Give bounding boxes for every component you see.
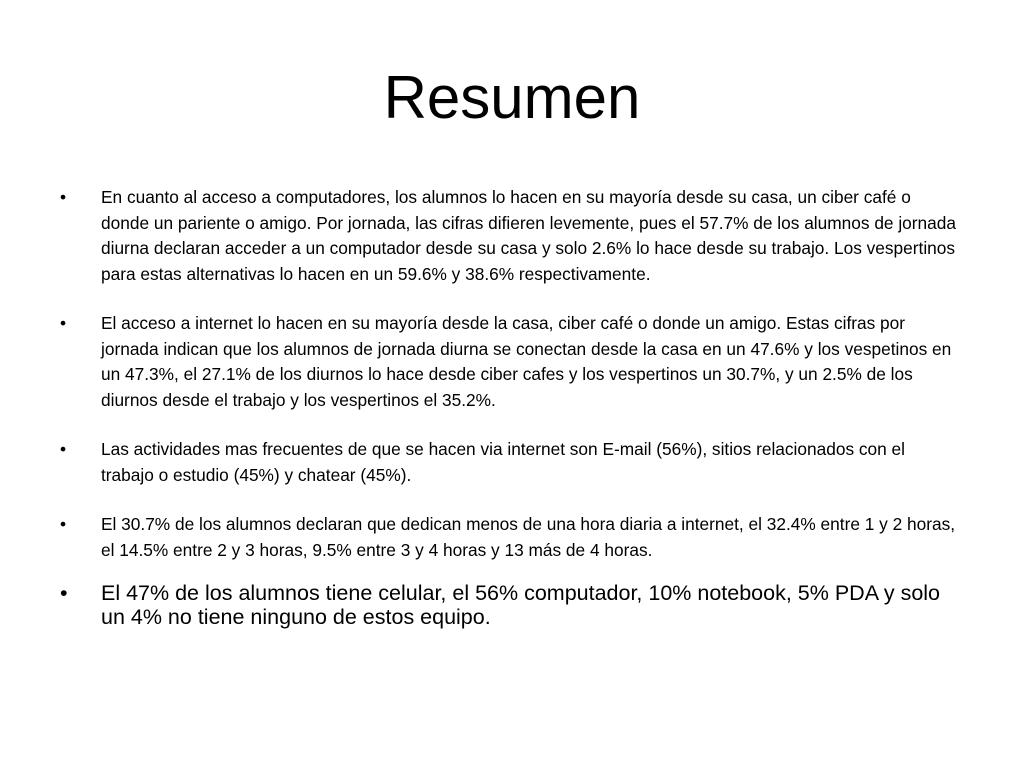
bullet-text: El acceso a internet lo hacen en su mayoría desde la casa, ciber café o donde un amigo. Estas cifras por jornada indican que los alumnos de jornada diurna se conectan desde la casa en un 47.6% y los vespetinos en un 47.3%, el 27.1% de los diurnos lo hace desde ciber cafes y los vespertinos un 30.7%, y un 2.5% de los diurnos desde el trabajo y los vespertinos el 35.2%. [101,313,952,410]
bullet-dot-icon: • [60,439,67,459]
bullet-text: Las actividades mas frecuentes de que se hacen via internet son E-mail (56%), sitios relacionados con el trabajo o estudio (45%) y chatear (45%). [101,439,906,485]
bullet-dot-icon: • [60,581,68,605]
bullet-item-internet-access [60,311,960,413]
bullet-dot-icon: • [60,514,67,534]
bullet-text: El 47% de los alumnos tiene celular, el 56% computador, 10% notebook, 5% PDA y solo un 4% no tiene ninguno de estos equipo. [101,581,941,629]
bullet-item-computer-access [60,185,960,287]
bullet-dot-icon: • [60,187,67,207]
bullet-text: El 30.7% de los alumnos declaran que dedican menos de una hora diaria a internet, el 32.4% entre 1 y 2 horas, el 14.5% entre 2 y 3 horas, 9.5% entre 3 y 4 horas y 13 más de 4 horas. [101,514,956,560]
bullet-list [60,185,960,629]
bullet-dot-icon: • [60,313,67,333]
slide-title: Resumen [383,64,641,131]
bullet-item-internet-time [60,512,960,563]
bullet-item-devices [60,581,960,629]
bullet-item-internet-activities [60,437,960,488]
bullet-text: En cuanto al acceso a computadores, los alumnos lo hacen en su mayoría desde su casa, un ciber café o donde un pariente o amigo. Por jornada, las cifras difieren levemente, pues el 57.7% de los alumnos de jornada diurna declaran acceder a un computador desde su casa y solo 2.6% lo hace desde su trabajo. Los vespertinos para estas alternativas lo hacen en un 59.6% y 38.6% respectivamente. [101,187,956,284]
